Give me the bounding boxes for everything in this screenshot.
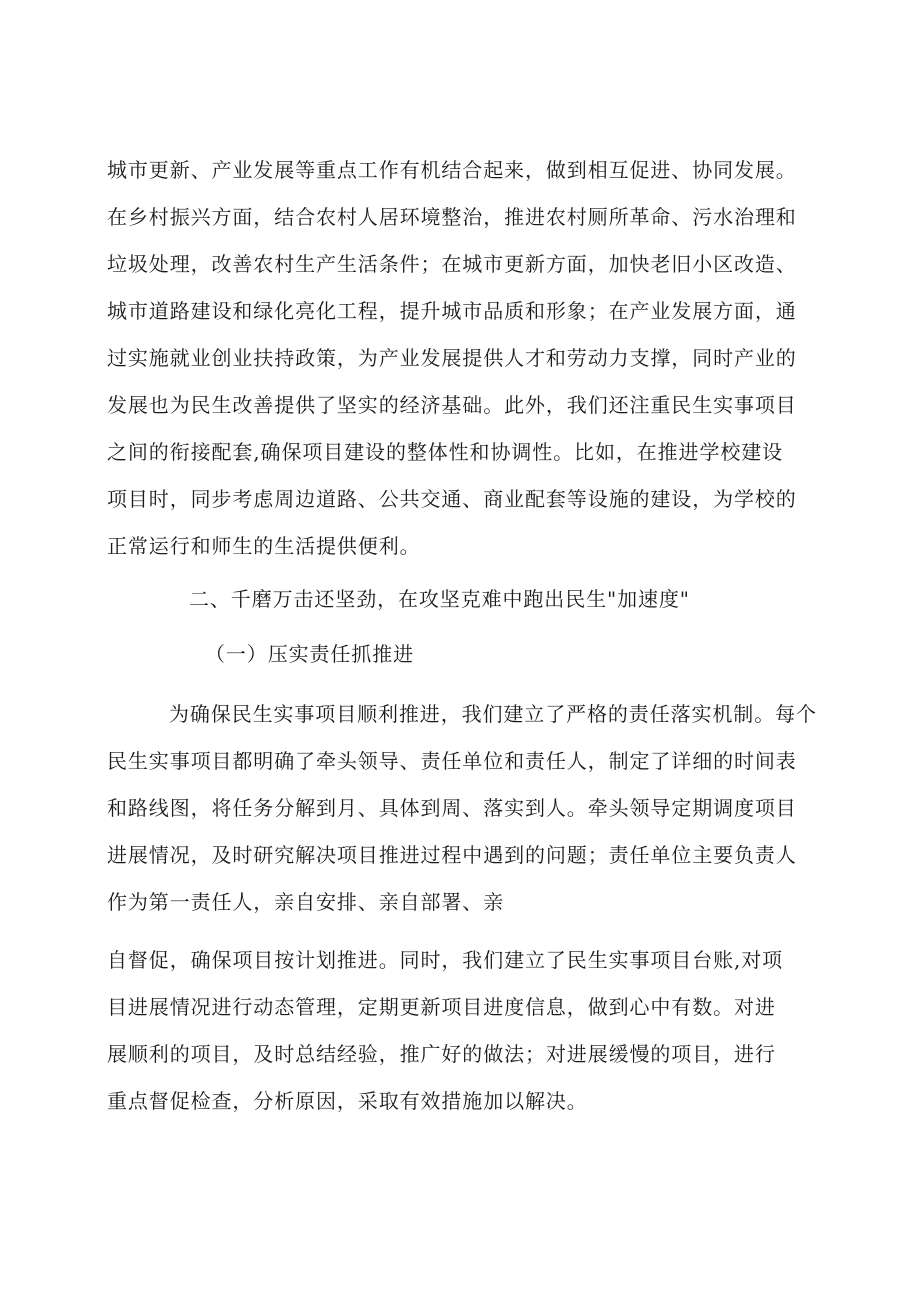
text-line: 重点督促检查，分析原因，采取有效措施加以解决。 <box>107 1089 588 1113</box>
text-line: 作为第一责任人，亲自安排、亲自部署、亲 <box>107 890 505 914</box>
text-line: 展顺利的项目，及时总结经验，推广好的做法；对进展缓慢的项目，进行 <box>107 1042 776 1066</box>
text-line: 城市道路建设和绿化亮化工程，提升城市品质和形象；在产业发展方面，通 <box>107 299 797 323</box>
text-line: 和路线图，将任务分解到月、具体到周、落实到人。牵头领导定期调度项目 <box>107 796 797 820</box>
text-line: 为确保民生实事项目顺利推进，我们建立了严格的责任落实机制。每个 <box>169 702 817 726</box>
text-line: 自督促，确保项目按计划推进。同时，我们建立了民生实事项目台账,对项 <box>107 948 784 972</box>
text-line: 项目时，同步考虑周边道路、公共交通、商业配套等设施的建设，为学校的 <box>107 487 797 511</box>
text-line: 之间的衔接配套,确保项目建设的整体性和协调性。比如，在推进学校建设 <box>107 440 784 464</box>
text-line: 进展情况，及时研究解决项目推进过程中遇到的问题；责任单位主要负责人 <box>107 843 797 867</box>
subsection-heading: （一）压实责任抓推进 <box>205 642 414 666</box>
text-line: 民生实事项目都明确了牵头领导、责任单位和责任人，制定了详细的时间表 <box>107 749 797 773</box>
text-line: 城市更新、产业发展等重点工作有机结合起来，做到相互促进、协同发展。 <box>107 158 797 182</box>
text-line: 过实施就业创业扶持政策，为产业发展提供人才和劳动力支撑，同时产业的 <box>107 346 797 370</box>
text-line: 正常运行和师生的生活提供便利。 <box>107 534 421 558</box>
section-heading: 二、千磨万击还坚劲，在攻坚克难中跑出民生"加速度" <box>189 587 690 611</box>
text-line: 目进展情况进行动态管理，定期更新项目进度信息，做到心中有数。对进 <box>107 995 776 1019</box>
text-line: 在乡村振兴方面，结合农村人居环境整治，推进农村厕所革命、污水治理和 <box>107 205 797 229</box>
text-line: 发展也为民生改善提供了坚实的经济基础。此外，我们还注重民生实事项目 <box>107 393 797 417</box>
text-line: 垃圾处理，改善农村生产生活条件；在城市更新方面，加快老旧小区改造、 <box>107 252 797 276</box>
